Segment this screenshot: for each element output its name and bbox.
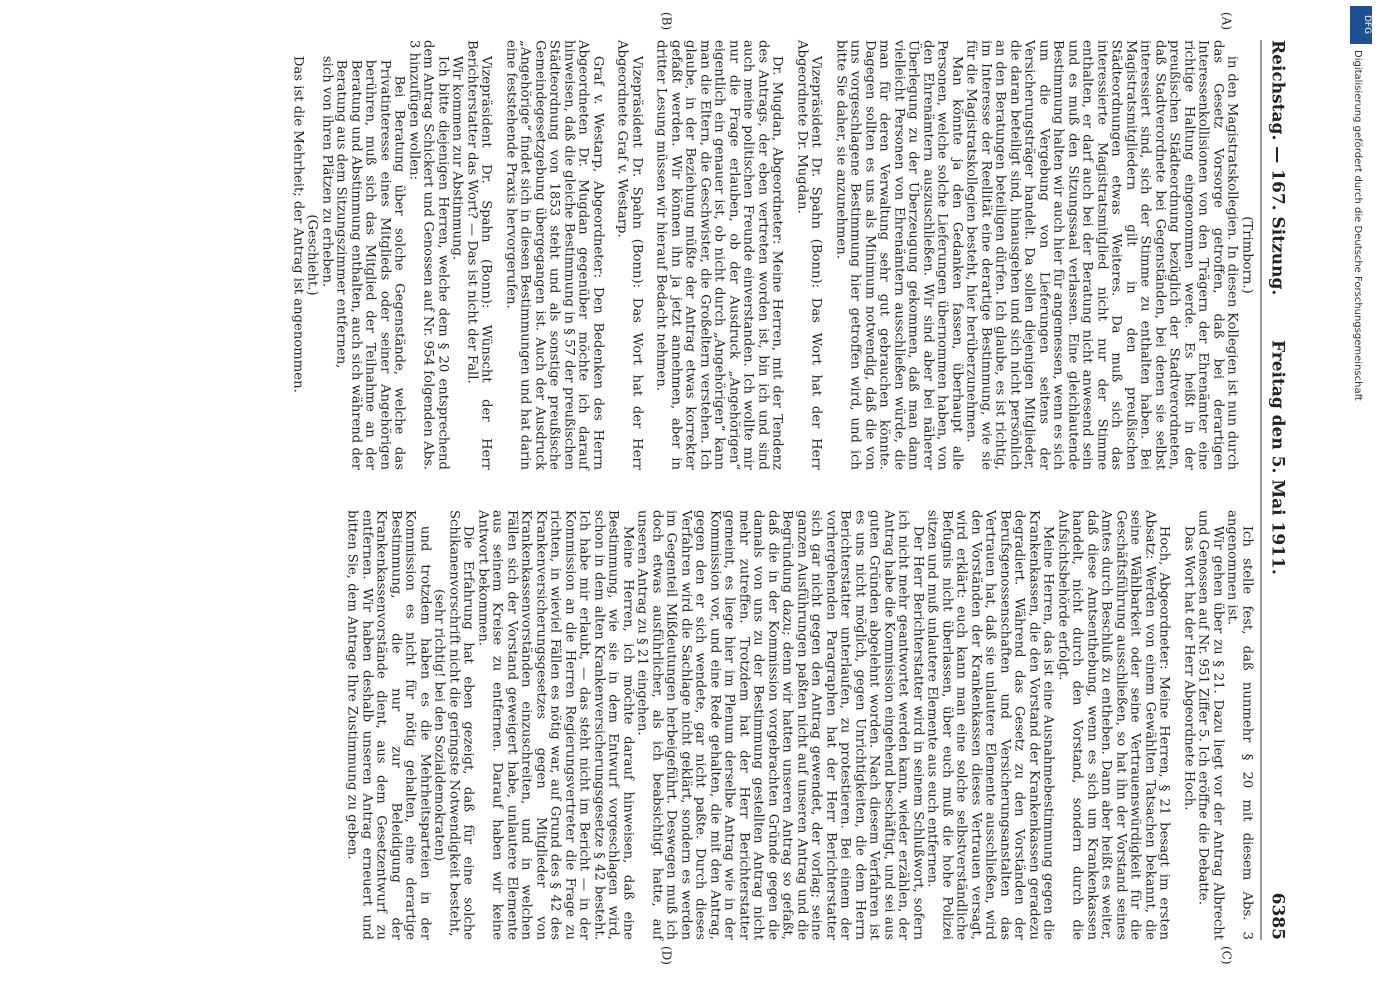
paragraph: in den Magistratskollegien. In diesen Kollegien ist nun durch das Gesetz Vorsorge getroffen, daß bei derartigen Interessenkollisionen von den Trägern der Ehrenämter eine richtige Haltung eingenommen werde. Es heißt in der preußischen Städteordnung bezüglich der Stadtverordneten, daß Stadtverordnete bei Gegenständen, bei denen sie selbst interessiert sind, sich der Stimme zu enthalten haben. Bei Magistratsmitgliedern gilt in den preußischen Städteordnungen etwas Weiteres. Da muß sich das interessierte Magistratsmitglied nicht nur der Stimme enthalten, er darf auch bei der Beratung nicht anwesend sein und es muß den Sitzungssaal verlassen. Eine gleichlautende Bestimmung halten wir auch hier für angemessen, wenn es sich um die Vergebung von Lieferungen seitens der Versicherungsträger handelt. Da sollen diejenigen Mitglieder, die daran beteiligt sind, hinausgehen und sich nicht persönlich an den Beratungen beteiligen dürfen. Ich glaube, es ist richtig, im Interesse der Reellität eine derartige Bestimmung, wie sie für die Magistratskollegien besteht, hier herüberzunehmen. [963,40,1240,470]
margin-mark-c: (C) [1219,946,1233,965]
paragraph: Bei Beratung über solche Gegenstände, welche das Privatinteresse eines Mitglieds oder seiner Angehörigen berühren, muß sich das Mitglied der Teilnahme an der Beratung und Abstimmung enthalten, auch sich während der Beratung aus dem Sitzungszimmer entfernen, [333,59,407,470]
paragraph: Das ist die Mehrheit; der Antrag ist angenommen. [290,55,305,393]
paragraph: (sehr richtig! bei den Sozialdemokraten) [431,589,447,861]
paragraph: Meine Herren, ich möchte darauf hinweisen, daß eine Bestimmung, wie sie in dem Entwurf vorgeschlagen wird, schon in dem alten Krankenversicherungsgesetze § 42 besteht. Ich habe mir erlaubt, — das steht nicht im Bericht — in der Kommission an die Herren Regierungsvertreter die Frage zu richten, in wieviel Fällen es nötig war, auf Grund des § 42 des Krankenversicherungsgesetzes gegen Mitglieder von Krankenkassenvorständen einzuschreiten, und in welchen Fällen sich der Vorstand geweigert habe, unlautere Elemente aus seinem Kreise zu entfernen. Darauf haben wir keine Antwort bekommen. [475,510,635,940]
paragraph: Das Wort hat der Herr Abgeordnete Hoch. [1181,525,1196,811]
header-left: Reichstag. — 167. Sitzung. [1267,40,1287,296]
paragraph: Der Herr Berichterstatter wird in seinem Schlußwort, sofern ich nicht mehr geantwortet werden kann, wieder erzählen, der Antrag habe die Kommission eingehend beschäftigt, und sei aus guten Gründen abgelehnt worden. Nach diesem Verfahren ist es uns nicht möglich, gegen Unrichtigkeiten, die dem Herrn Berichterstatter unterlaufen, zu protestieren. Bei einem der vorhergehenden Paragraphen hat der Herr Berichterstatter sich gar nicht gegen den Antrag gewendet, der vorlag; seine ganzen Ausführungen paßten nicht auf unseren Antrag und die Begründung dazu; denn wir hatten unseren Antrag so gefaßt, daß die in der Kommission vorgebrachten Gründe gegen die damals von uns zu der Bestimmung gestellten Antrag nicht mehr zutreffen. Trotzdem hat der Herr Berichterstatter gemeint, es liege hier im Plenum derselbe Antrag wie in der Kommission vor, und eine Rede gehalten, die mit den Antrag, gegen den er sich wendete, gar nicht paßte. Durch dieses Verfahren wird die Sachlage nicht geklärt, sondern es werden im Gegenteil Mißdeutungen herbeigeführt. Deswegen muß ich doch etwas ausführlicher, als ich beabsichtigt hatte, auf unseren Antrag zu § 21 eingehen. [634,510,925,940]
paragraph: Graf v. Westarp, Abgeordneter: Den Bedenken des Herrn Abgeordneten Dr. Mugdan gegenüber möchte ich darauf hinweisen, daß die gleiche Bestimmung in § 57 der preußischen Städteordnung von 1853 steht und als sonstige preußische Gemeindegesetzgebung übergegangen ist. Auch der Ausdruck „Angehörige“ findet sich in diesen Bestimmungen und hat darin eine feststehende Praxis hervorgerufen. [503,40,605,470]
paragraph: sich von ihren Plätzen zu erheben. [319,55,334,288]
side-credit: Digitalisierung gefördert durch die Deutsche Forschungsgemeinschaft [1352,50,1363,401]
paragraph: (Geschieht.) [304,214,320,296]
paragraph: Hoch, Abgeordneter: Meine Herren, § 21 besagt im ersten Absatz: Werden von einem Gewählten Tatsachen bekannt, die seine Wählbarkeit oder seine Vertrauenswürdigkeit für die Geschäftsführung ausschließen, so hat ihn der Vorstand seines Amtes durch Beschluß zu entheben. Dann aber heißt es weiter, daß diese Amtsenthebung, wenn es sich um Krankenkassen handelt, nicht durch den Vorstand, sondern durch die Aufsichtsbehörde erfolgt. [1055,510,1172,940]
right-column [344,510,1253,940]
page-header [1260,40,1293,940]
header-center: Freitag den 5. Mai 1911. [1267,340,1287,575]
paragraph: Die Erfahrung hat eben gezeigt, daß für eine solche Schikanenvorschrift nicht die geringste Notwendigkeit besteht, [446,510,476,940]
paragraph: Ich bitte diejenigen Herren, welche dem § 20 entsprechend dem Antrag Schickert und Genossen auf Nr. 954 folgenden Abs. 3 hinzufügen wollen: [406,40,450,470]
paragraph: Wir gehen über zu § 21. Dazu liegt vor der Antrag Albrecht und Genossen auf Nr. 951 Ziffer 5. Ich eröffne die Debatte. [1195,510,1225,940]
left-column [290,40,1254,470]
paragraph: Vizepräsident Dr. Spahn (Bonn): Wünscht der Herr Berichterstatter das Wort? — Das ist nicht der Fall. [464,40,494,470]
paragraph: Vizepräsident Dr. Spahn (Bonn): Das Wort hat der Herr Abgeordnete Dr. Mugdan. [794,40,824,470]
margin-mark-a: (A) [1219,12,1233,31]
document-page [73,12,1293,965]
paragraph: Man könnte ja den Gedanken fassen, überhaupt alle Personen, welche solche Lieferungen übernommen haben, von den Ehrenämtern auszuschließen. Wir sind aber bei näherer Überlegung zu der Überzeugung gekommen, daß man dann vielleicht Personen von Ehrenämtern ausschließen würde, die man für deren Verwaltung sehr gut gebrauchen könnte. Dagegen sollten es uns als Minimum notwendig, daß die von uns vorgeschlagene Bestimmung hier getroffen wird, und ich bitte Sie daher, sie anzunehmen. [833,40,964,470]
paragraph: und trotzdem haben es die Mehrheitsparteien in der Kommission es nicht für nötig gehalten, eine derartige Bestimmung, die nur zur Beleidigung der Krankenkassenvorstände dient, aus dem Gesetzentwurf zu entfernen. Wir haben deshalb unseren Antrag erneuert und bitten Sie, dem Antrage Ihre Zustimmung zu geben. [344,510,432,940]
paragraph: Wir kommen zur Abstimmung. [449,55,465,261]
page-number: 6385 [1267,892,1287,940]
paragraph: Dr. Mugdan, Abgeordneter: Meine Herren, mit der Tendenz des Antrags, der eben vertreten worden ist, bin ich und sind auch meine politischen Freunde einverstanden. Ich wollte mir nur die Frage erlauben, ob der Ausdruck „Angehörigen“ eigentlich ein genauer ist, ob nicht durch „Angehörigen“ kann man die Eltern, die Geschwister, die Großeltern verstehen. Ich glaube, in der Beziehung müßte der Antrag etwas korrekter gefaßt werden. Wir können ihn ja jetzt annehmen, aber in dritter Lesung müssen wir hierauf Bedacht nehmen. [653,40,785,470]
paragraph: Vizepräsident Dr. Spahn (Bonn): Das Wort hat der Herr Abgeordnete Graf v. Westarp. [614,40,644,470]
dfg-logo: DFG [1350,6,1372,44]
margin-mark-b: (B) [659,12,673,31]
paragraph: Ich stelle fest, daß nunmehr § 20 mit diesem Abs. 3 angenommen ist. [1224,510,1254,940]
paragraph: Meine Herren, das ist eine Ausnahmebestimmung gegen die Krankenkassen, die den Vorstand der Krankenkassen geradezu degradiert. Während das Gesetz zu den Vorständen der Berufsgenossenschaften und Versicherungsanstalten das Vertrauen hat, daß sie unlautere Elemente ausschließen, wird den Vorständen der Krankenkassen dieses Vertrauen versagt, wird erklärt: euch kann man eine solche selbstverständliche Befugnis nicht überlassen, über euch muß die hohe Polizei sitzen und muß unlautere Elemente aus euch entfernen. [924,510,1056,940]
margin-mark-d: (D) [659,946,673,965]
paragraph: (Trimborn.) [1239,216,1254,294]
